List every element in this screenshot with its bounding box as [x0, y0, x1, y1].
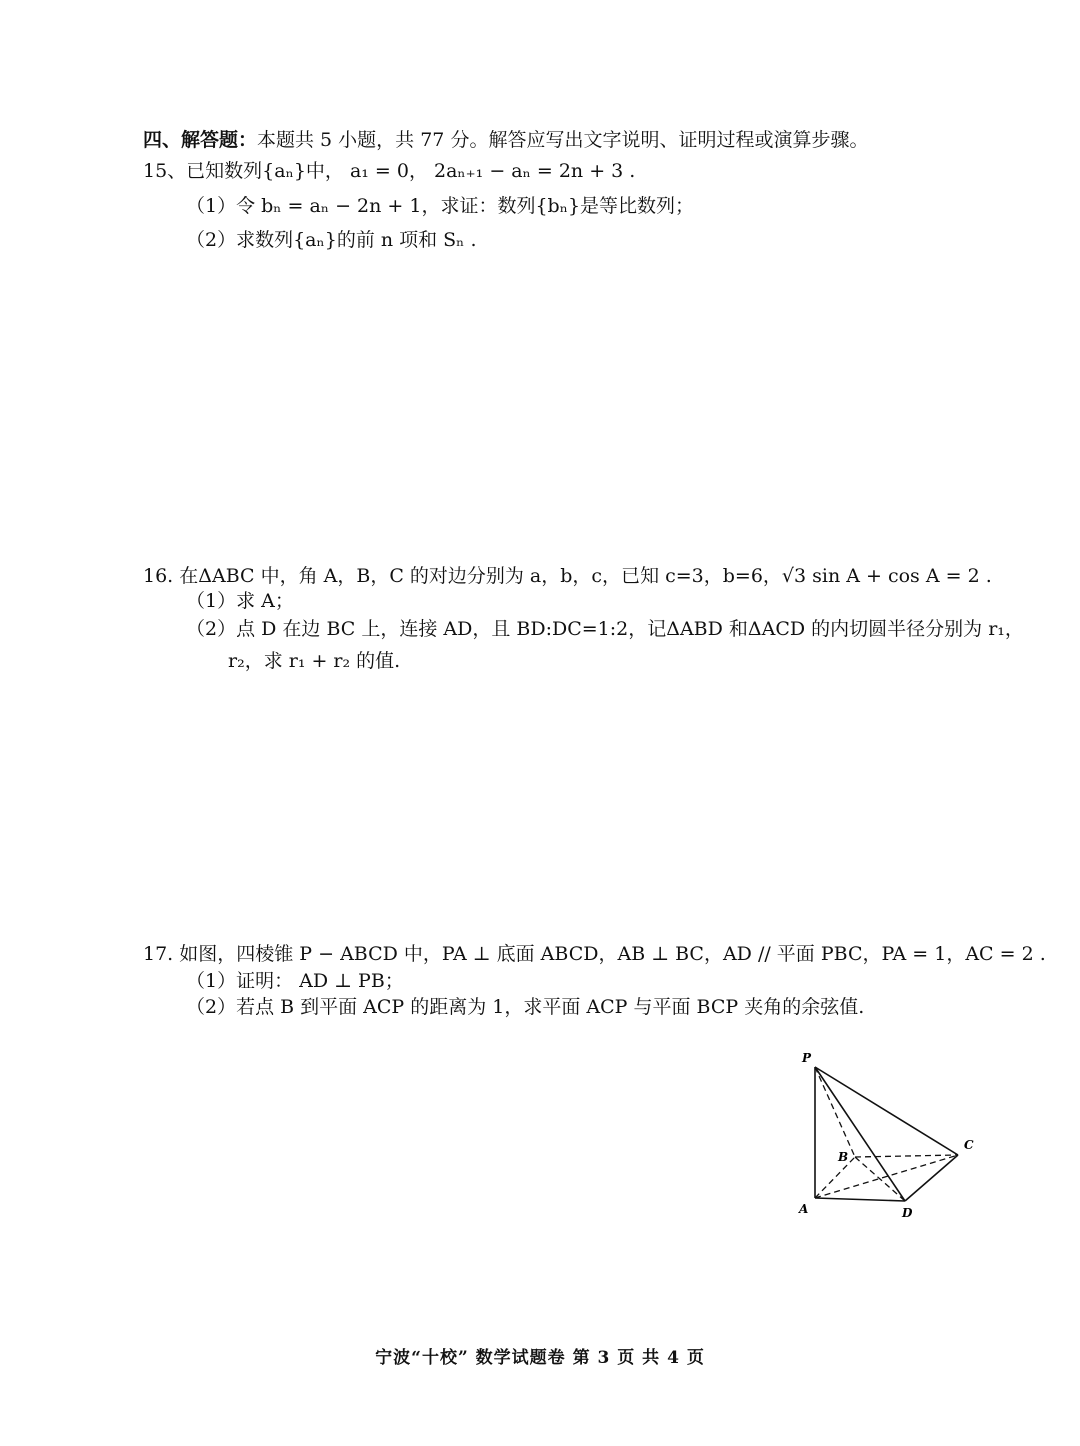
question-15-part-1: （1）令 bₙ = aₙ − 2n + 1，求证：数列{bₙ}是等比数列； [186, 195, 695, 217]
edge-PD [815, 1067, 905, 1201]
question-17-stem: 17. 如图，四棱锥 P − ABCD 中，PA ⊥ 底面 ABCD，AB ⊥ BC，AD // 平面 PBC，PA = 1，AC = 2 . [143, 943, 1046, 965]
label-D: D [902, 1206, 913, 1220]
label-B: B [838, 1150, 849, 1164]
edge-BC-hidden [855, 1155, 958, 1157]
pyramid-figure [790, 1045, 990, 1225]
question-16-stem: 16. 在ΔABC 中，角 A，B，C 的对边分别为 a，b，c，已知 c=3，b=6，√3 sin A + cos A = 2 . [143, 565, 992, 587]
edge-PC [815, 1067, 958, 1155]
question-15-part-2: （2）求数列{aₙ}的前 n 项和 Sₙ . [186, 229, 477, 251]
question-16-part-2-line-1: （2）点 D 在边 BC 上，连接 AD，且 BD:DC=1:2，记ΔABD 和ΔACD 的内切圆半径分别为 r₁， [186, 618, 1024, 640]
label-P: P [802, 1051, 812, 1065]
edge-AD [815, 1198, 905, 1201]
question-17-part-1: （1）证明： AD ⊥ PB； [186, 970, 404, 992]
page-footer: 宁波“十校” 数学试题卷 第 3 页 共 4 页 [375, 1348, 705, 1368]
section-description: 本题共 5 小题，共 77 分。解答应写出文字说明、证明过程或演算步骤。 [257, 129, 869, 151]
section-header [143, 127, 868, 153]
label-A: A [799, 1202, 809, 1216]
edge-PB-hidden [815, 1067, 855, 1157]
question-15-stem: 15、已知数列{aₙ}中， a₁ = 0， 2aₙ₊₁ − aₙ = 2n + 3 . [143, 160, 636, 182]
question-16-part-2-line-2: r₂，求 r₁ + r₂ 的值. [228, 650, 401, 672]
question-17-part-2: （2）若点 B 到平面 ACP 的距离为 1，求平面 ACP 与平面 BCP 夹角的余弦值. [186, 996, 865, 1018]
edge-DC [905, 1155, 958, 1201]
section-title: 四、解答题： [143, 129, 258, 151]
label-C: C [964, 1138, 974, 1152]
question-16-part-1: （1）求 A； [186, 590, 294, 612]
